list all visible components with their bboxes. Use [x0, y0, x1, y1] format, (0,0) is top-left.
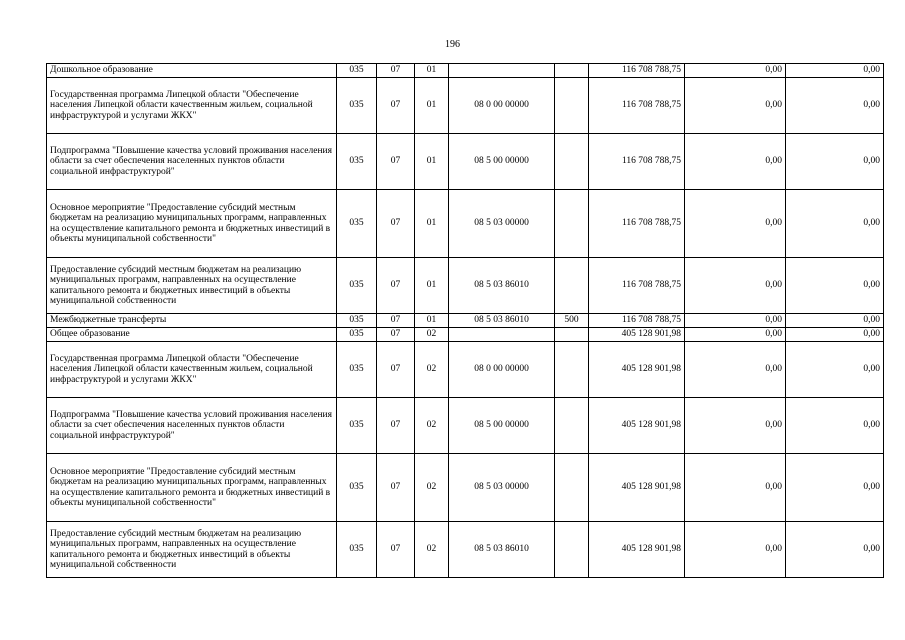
cell-amount-year1: 116 708 788,75: [589, 314, 685, 328]
cell-subsection: 02: [415, 454, 449, 522]
cell-name: Предоставление субсидий местным бюджетам на реализацию муниципальных программ, направленных на осуществление капитального ремонта и бюджетных инвестиций в объекты муниципальной собственности: [47, 522, 337, 578]
cell-target-article: 08 5 03 86010: [449, 522, 555, 578]
cell-amount-year3: 0,00: [786, 190, 884, 258]
cell-amount-year3: 0,00: [786, 134, 884, 190]
cell-ministry-code: 035: [337, 328, 377, 342]
cell-ministry-code: 035: [337, 78, 377, 134]
cell-section: 07: [377, 78, 415, 134]
table-row: [47, 328, 884, 342]
cell-expense-type: 500: [555, 314, 589, 328]
cell-amount-year3: 0,00: [786, 314, 884, 328]
cell-name: Предоставление субсидий местным бюджетам на реализацию муниципальных программ, направленных на осуществление капитального ремонта и бюджетных инвестиций в объекты муниципальной собственности: [47, 258, 337, 314]
table-row: [47, 78, 884, 134]
cell-subsection: 01: [415, 258, 449, 314]
table-row: [47, 134, 884, 190]
cell-section: 07: [377, 190, 415, 258]
cell-amount-year3: 0,00: [786, 342, 884, 398]
cell-subsection: 02: [415, 398, 449, 454]
cell-target-article: 08 5 03 86010: [449, 258, 555, 314]
cell-subsection: 01: [415, 314, 449, 328]
cell-amount-year3: 0,00: [786, 328, 884, 342]
cell-amount-year1: 116 708 788,75: [589, 190, 685, 258]
cell-expense-type: [555, 522, 589, 578]
cell-amount-year2: 0,00: [685, 134, 786, 190]
cell-expense-type: [555, 258, 589, 314]
cell-ministry-code: 035: [337, 522, 377, 578]
cell-amount-year3: 0,00: [786, 398, 884, 454]
cell-amount-year1: 116 708 788,75: [589, 64, 685, 78]
cell-amount-year2: 0,00: [685, 328, 786, 342]
cell-section: 07: [377, 64, 415, 78]
cell-amount-year2: 0,00: [685, 190, 786, 258]
cell-subsection: 02: [415, 522, 449, 578]
cell-subsection: 01: [415, 134, 449, 190]
cell-name: Подпрограмма "Повышение качества условий проживания населения области за счет обеспечения населенных пунктов области социальной инфраструктурой": [47, 134, 337, 190]
cell-expense-type: [555, 134, 589, 190]
table-row: [47, 398, 884, 454]
cell-expense-type: [555, 398, 589, 454]
cell-amount-year2: 0,00: [685, 522, 786, 578]
cell-name: Государственная программа Липецкой области "Обеспечение населения Липецкой области качественным жильем, социальной инфраструктурой и услугами ЖКХ": [47, 78, 337, 134]
cell-target-article: [449, 64, 555, 78]
cell-section: 07: [377, 522, 415, 578]
cell-amount-year1: 405 128 901,98: [589, 454, 685, 522]
cell-ministry-code: 035: [337, 342, 377, 398]
cell-amount-year1: 405 128 901,98: [589, 522, 685, 578]
cell-target-article: 08 0 00 00000: [449, 78, 555, 134]
cell-ministry-code: 035: [337, 190, 377, 258]
cell-section: 07: [377, 454, 415, 522]
cell-subsection: 01: [415, 64, 449, 78]
cell-ministry-code: 035: [337, 134, 377, 190]
cell-section: 07: [377, 258, 415, 314]
cell-amount-year3: 0,00: [786, 258, 884, 314]
cell-ministry-code: 035: [337, 314, 377, 328]
page-number: 196: [445, 39, 460, 50]
cell-amount-year1: 116 708 788,75: [589, 258, 685, 314]
cell-subsection: 02: [415, 328, 449, 342]
cell-expense-type: [555, 64, 589, 78]
table-row: [47, 190, 884, 258]
cell-section: 07: [377, 314, 415, 328]
cell-target-article: 08 5 00 00000: [449, 134, 555, 190]
cell-amount-year2: 0,00: [685, 314, 786, 328]
cell-expense-type: [555, 78, 589, 134]
table-body: [47, 64, 884, 578]
cell-amount-year1: 405 128 901,98: [589, 328, 685, 342]
cell-ministry-code: 035: [337, 454, 377, 522]
cell-target-article: 08 5 03 86010: [449, 314, 555, 328]
cell-ministry-code: 035: [337, 258, 377, 314]
cell-name: Основное мероприятие "Предоставление субсидий местным бюджетам на реализацию муниципальных программ, направленных на осуществление капитального ремонта и бюджетных инвестиций в объекты муниципальной собственности": [47, 190, 337, 258]
cell-name: Межбюджетные трансферты: [47, 314, 337, 328]
cell-amount-year3: 0,00: [786, 522, 884, 578]
budget-table: [46, 63, 884, 578]
cell-target-article: 08 0 00 00000: [449, 342, 555, 398]
cell-name: Общее образование: [47, 328, 337, 342]
cell-expense-type: [555, 190, 589, 258]
table-row: [47, 64, 884, 78]
cell-name: Дошкольное образование: [47, 64, 337, 78]
cell-section: 07: [377, 342, 415, 398]
cell-subsection: 02: [415, 342, 449, 398]
cell-amount-year1: 405 128 901,98: [589, 342, 685, 398]
cell-amount-year2: 0,00: [685, 342, 786, 398]
table-row: [47, 258, 884, 314]
table-row: [47, 522, 884, 578]
cell-amount-year1: 116 708 788,75: [589, 134, 685, 190]
cell-amount-year3: 0,00: [786, 454, 884, 522]
cell-name: Основное мероприятие "Предоставление субсидий местным бюджетам на реализацию муниципальных программ, направленных на осуществление капитального ремонта и бюджетных инвестиций в объекты муниципальной собственности": [47, 454, 337, 522]
table-row: [47, 342, 884, 398]
cell-target-article: 08 5 03 00000: [449, 190, 555, 258]
cell-amount-year1: 116 708 788,75: [589, 78, 685, 134]
cell-target-article: [449, 328, 555, 342]
cell-expense-type: [555, 454, 589, 522]
cell-section: 07: [377, 328, 415, 342]
table-row: [47, 314, 884, 328]
cell-amount-year3: 0,00: [786, 78, 884, 134]
cell-subsection: 01: [415, 190, 449, 258]
cell-amount-year2: 0,00: [685, 454, 786, 522]
cell-subsection: 01: [415, 78, 449, 134]
cell-expense-type: [555, 328, 589, 342]
cell-amount-year2: 0,00: [685, 258, 786, 314]
cell-amount-year2: 0,00: [685, 78, 786, 134]
cell-amount-year2: 0,00: [685, 398, 786, 454]
cell-name: Государственная программа Липецкой области "Обеспечение населения Липецкой области качественным жильем, социальной инфраструктурой и услугами ЖКХ": [47, 342, 337, 398]
cell-expense-type: [555, 342, 589, 398]
cell-section: 07: [377, 134, 415, 190]
cell-ministry-code: 035: [337, 398, 377, 454]
cell-amount-year2: 0,00: [685, 64, 786, 78]
table-row: [47, 454, 884, 522]
cell-amount-year3: 0,00: [786, 64, 884, 78]
cell-target-article: 08 5 03 00000: [449, 454, 555, 522]
cell-amount-year1: 405 128 901,98: [589, 398, 685, 454]
cell-target-article: 08 5 00 00000: [449, 398, 555, 454]
cell-ministry-code: 035: [337, 64, 377, 78]
cell-section: 07: [377, 398, 415, 454]
cell-name: Подпрограмма "Повышение качества условий проживания населения области за счет обеспечения населенных пунктов области социальной инфраструктурой": [47, 398, 337, 454]
